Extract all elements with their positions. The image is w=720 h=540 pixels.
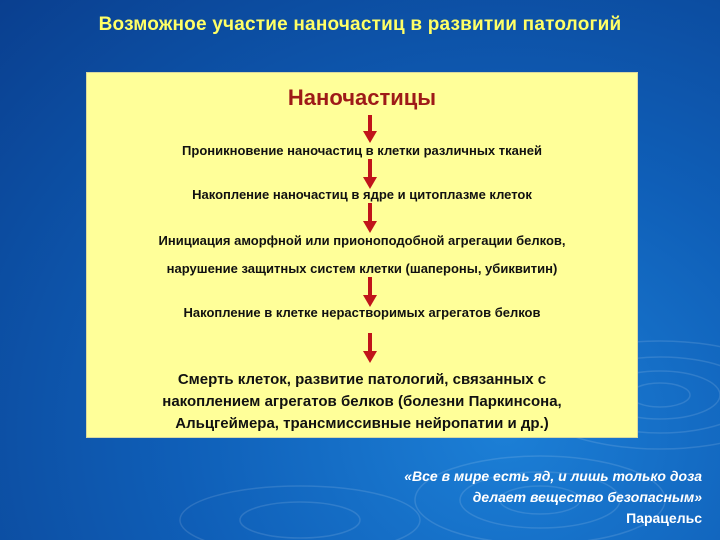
quote-line-2: делает вещество безопасным» <box>472 489 702 505</box>
quote-line-1: «Все в мире есть яд, и лишь только доза <box>404 468 702 484</box>
down-arrow-icon <box>362 333 378 363</box>
down-arrow-icon <box>362 277 378 307</box>
down-arrow-icon <box>362 115 378 143</box>
flow-step-3-line-2: нарушение защитных систем клетки (шапероны, убиквитин) <box>166 261 558 276</box>
slide-title: Возможное участие наночастиц в развитии патологий <box>98 14 622 35</box>
flow-diagram-panel <box>86 72 638 438</box>
down-arrow-icon <box>362 203 378 233</box>
flow-step-2: Накопление наночастиц в ядре и цитоплазме клеток <box>192 187 532 202</box>
quote-author: Парацельс <box>626 510 702 526</box>
flow-step-3-line-1: Инициация аморфной или прионоподобной агрегации белков, <box>158 233 566 248</box>
flow-final-outcome <box>87 369 637 435</box>
final-line-2: накоплением агрегатов белков (болезни Паркинсона, <box>162 393 562 410</box>
flow-step-4: Накопление в клетке нерастворимых агрегатов белков <box>183 305 541 320</box>
flow-step-1: Проникновение наночастиц в клетки различных тканей <box>182 143 542 158</box>
diagram-heading: Наночастицы <box>287 85 437 110</box>
final-line-3: Альцгеймера, трансмиссивные нейропатии и др.) <box>175 415 549 432</box>
final-line-1: Смерть клеток, развитие патологий, связанных с <box>177 371 547 388</box>
paracelsus-quote <box>404 466 702 529</box>
down-arrow-icon <box>362 159 378 189</box>
